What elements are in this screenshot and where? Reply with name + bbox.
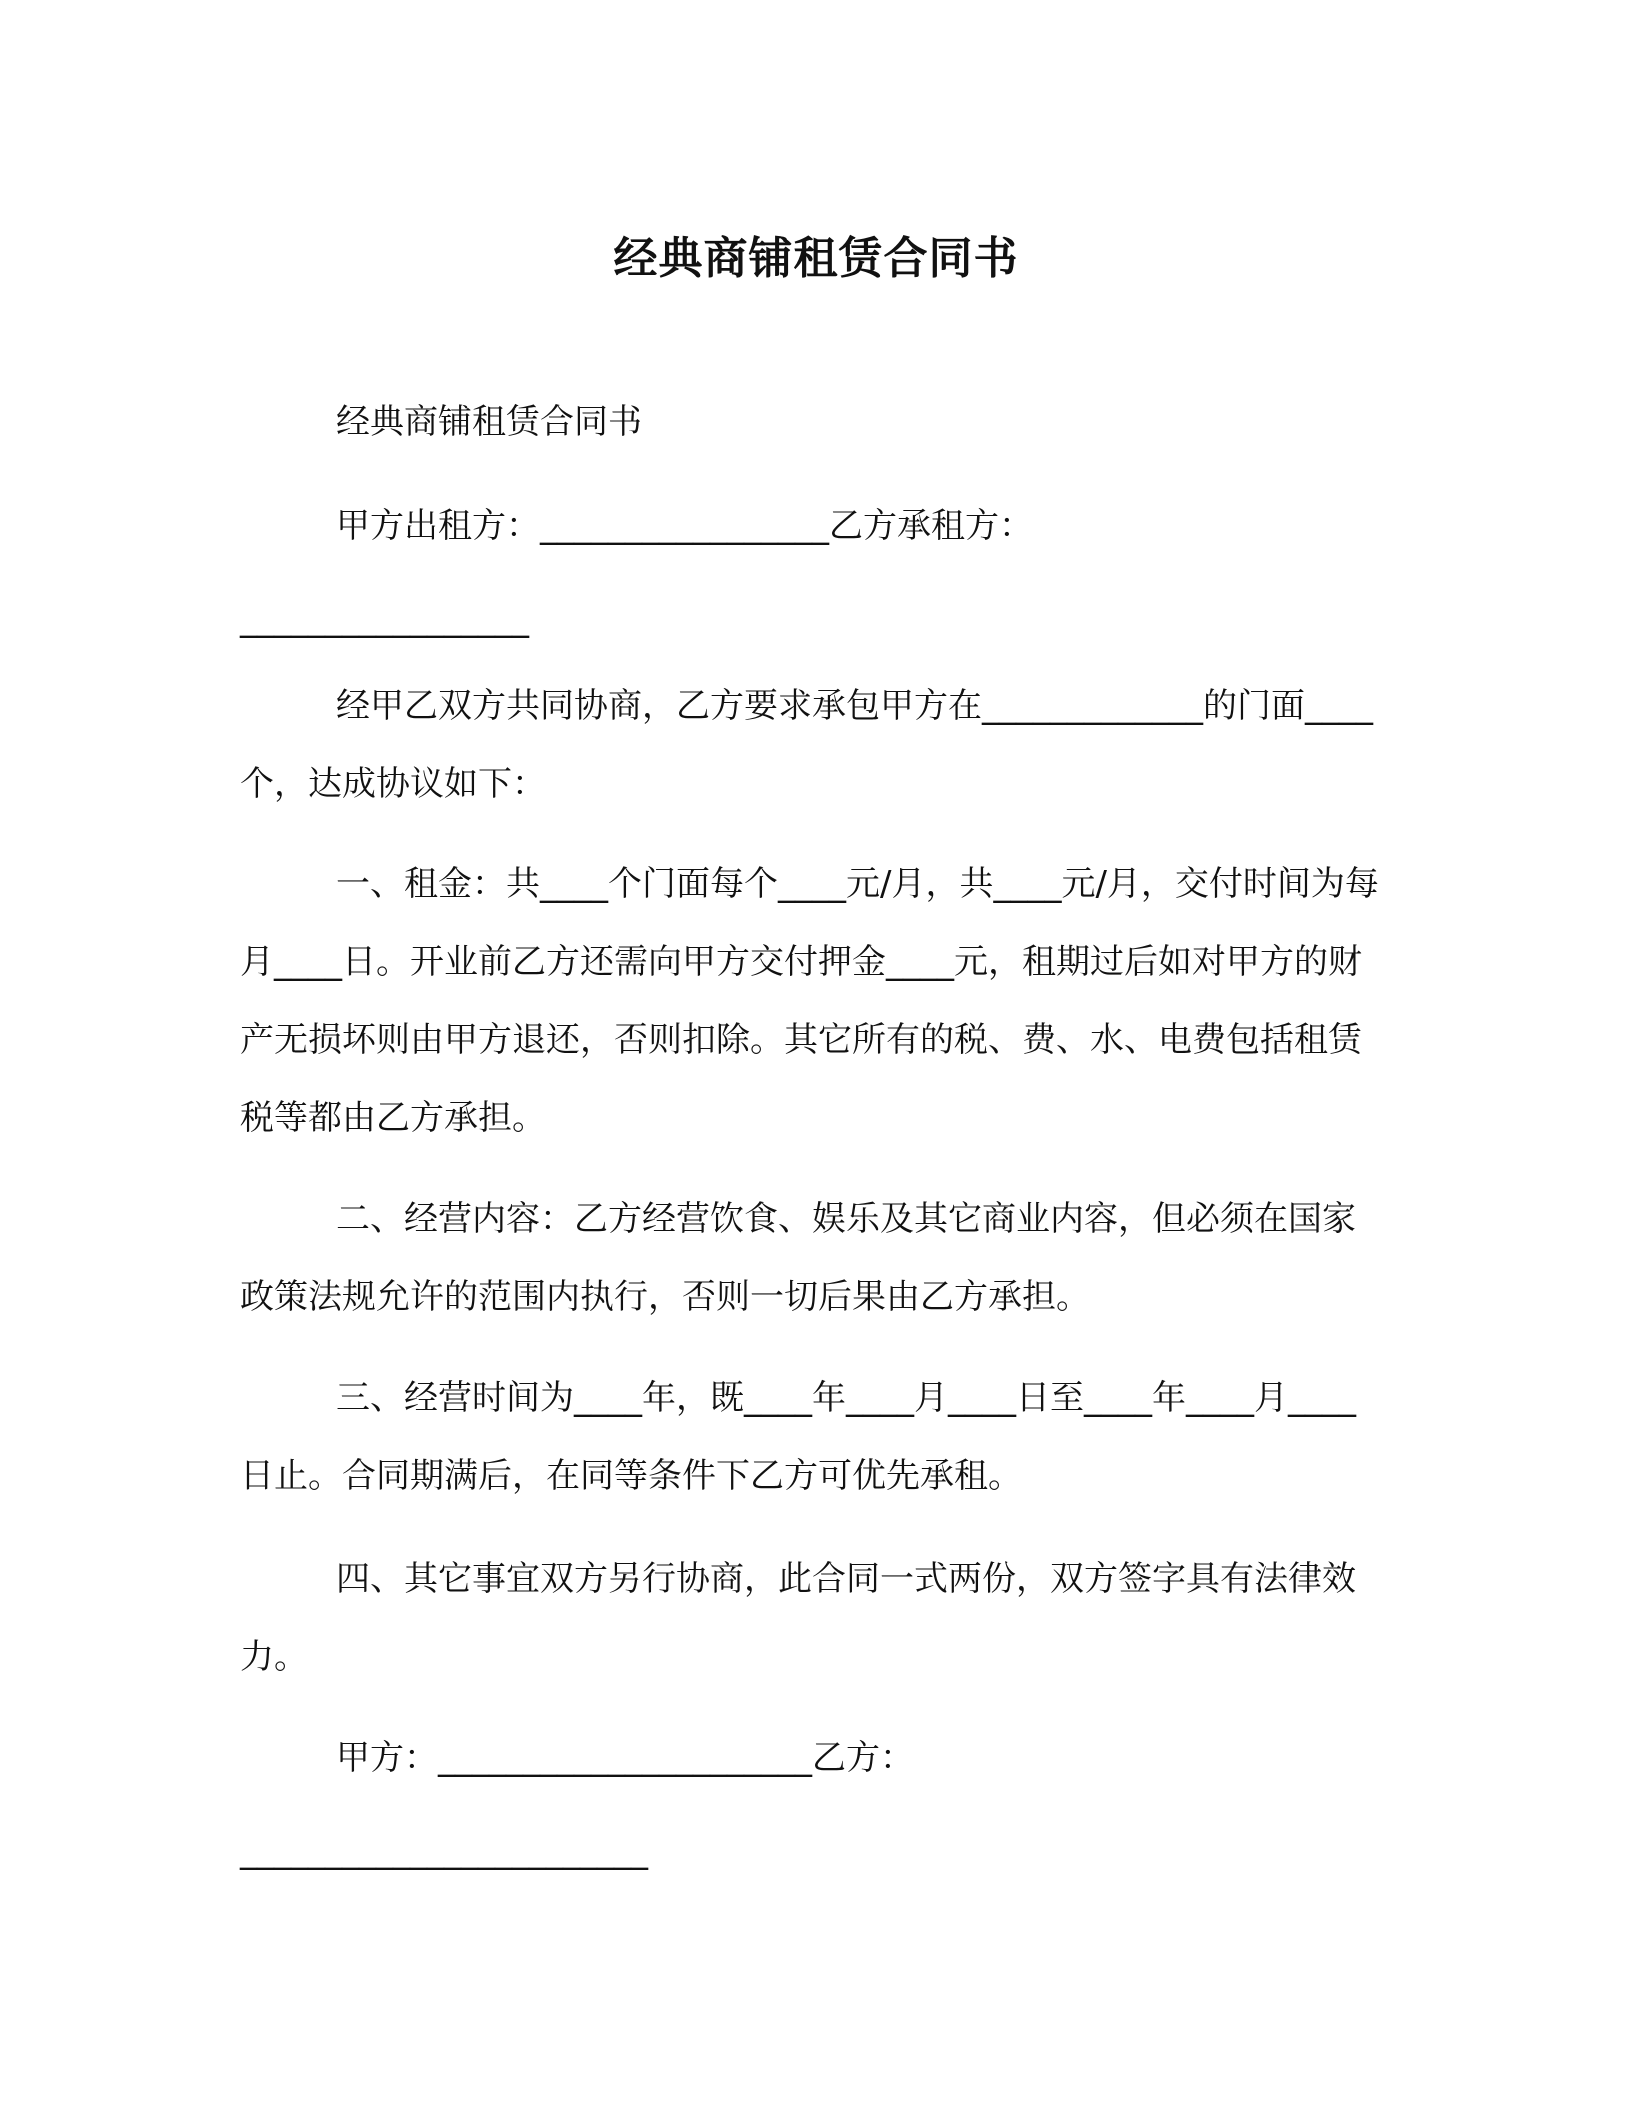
signature-line: 甲方：______________________乙方： [336,1738,914,1778]
document-subtitle: 经典商铺租赁合同书 [336,402,642,442]
clause-other: 四、其它事宜双方另行协商，此合同一式两份，双方签字具有法律效力。 [240,1559,1356,1677]
parties-line: 甲方出租方：_________________乙方承租方： [336,506,1033,546]
parties-line-continued: _________________ [240,599,529,639]
intro-paragraph: 经甲乙双方共同协商，乙方要求承包甲方在_____________的门面____个，达成协议如下： [240,686,1373,804]
signature-line-continued: ________________________ [240,1831,648,1871]
clause-business-scope: 二、经营内容：乙方经营饮食、娱乐及其它商业内容，但必须在国家政策法规允许的范围内执行，否则一切后果由乙方承担。 [240,1199,1356,1317]
clause-term: 三、经营时间为____年，既____年____月____日至____年____月____日止。合同期满后，在同等条件下乙方可优先承租。 [240,1378,1356,1496]
clause-rent: 一、租金：共____个门面每个____元/月，共____元/月，交付时间为每月____日。开业前乙方还需向甲方交付押金____元，租期过后如对甲方的财产无损坏则由甲方退还，否则扣除。其它所有的税、费、水、电费包括租赁税等都由乙方承担。 [240,864,1379,1138]
document-title: 经典商铺租赁合同书 [613,233,1019,284]
